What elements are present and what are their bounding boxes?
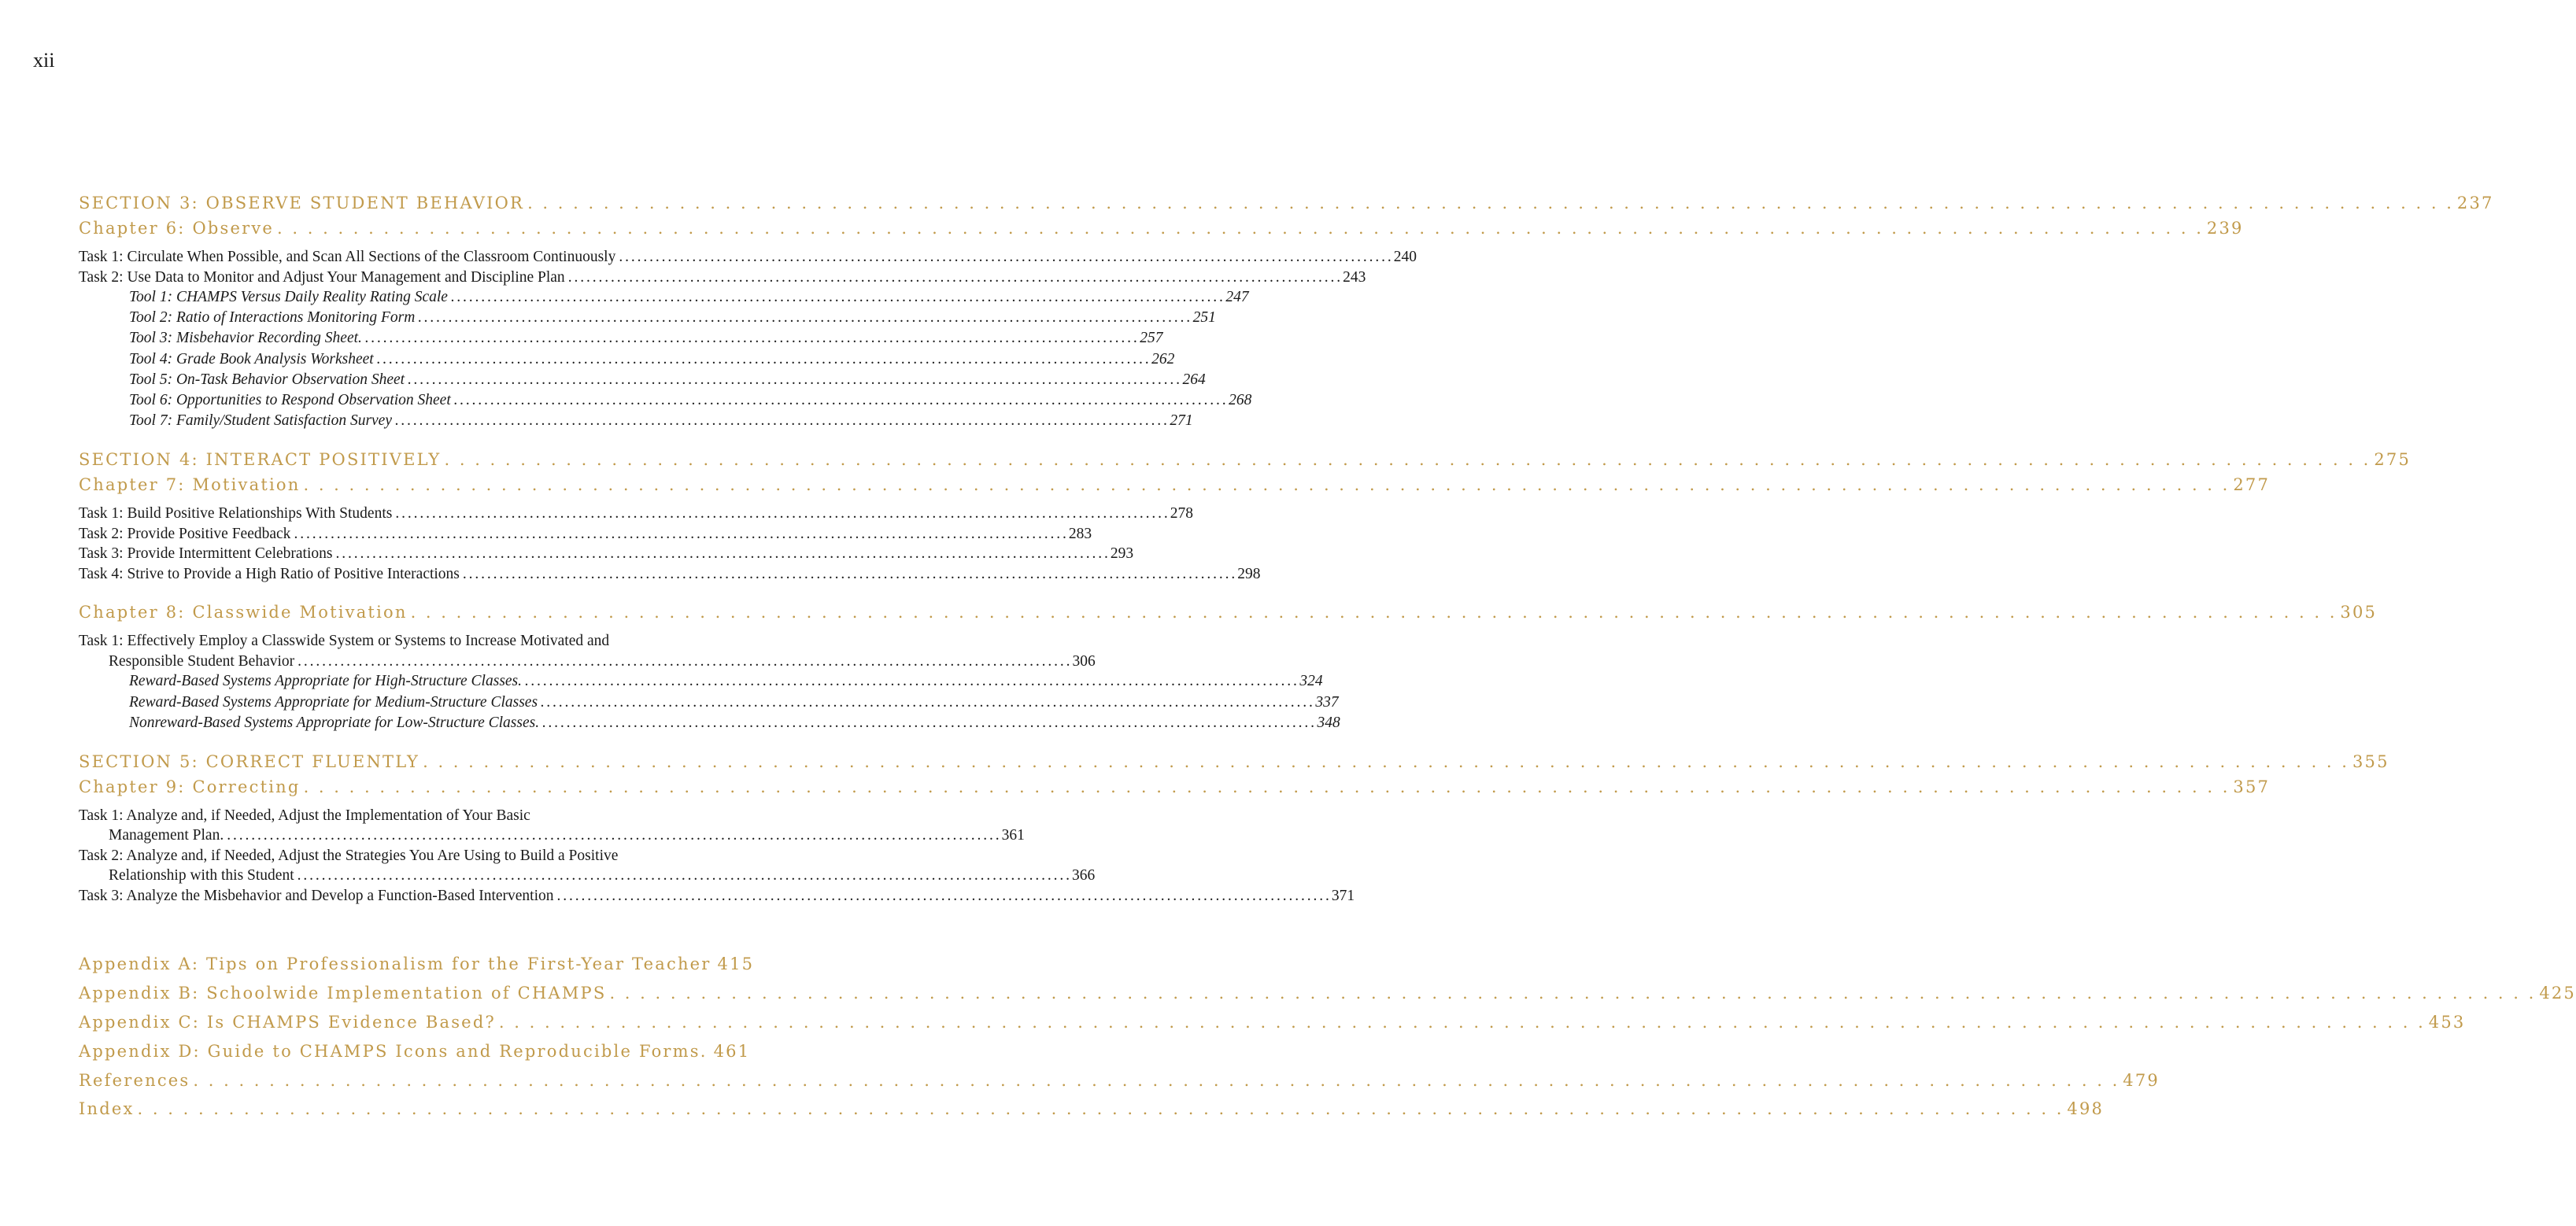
dot-leader xyxy=(294,526,1065,543)
dot-leader xyxy=(568,269,1340,286)
toc-entry-title: Task 2: Analyze and, if Needed, Adjust the Strategies You Are Using to Build a Positive xyxy=(79,847,619,864)
dot-leader xyxy=(411,603,2338,622)
dot-leader xyxy=(527,194,2454,212)
toc-page-number: 283 xyxy=(1068,525,1092,542)
references-entry[interactable] xyxy=(79,1070,2160,1100)
toc-entry-title: Task 3: Analyze the Misbehavior and Develop a Function-Based Intervention xyxy=(79,887,554,904)
toc-entry-title: Tool 7: Family/Student Satisfaction Survey xyxy=(129,412,392,430)
toc-page-number: 243 xyxy=(1343,268,1366,286)
dot-leader xyxy=(365,330,1136,347)
dot-leader xyxy=(138,1099,2064,1118)
toc-page-number: 298 xyxy=(1237,565,1261,582)
toc-task-entry[interactable] xyxy=(79,887,1355,908)
toc-entry-title: Chapter 8: Classwide Motivation xyxy=(79,603,408,622)
toc-task-entry[interactable] xyxy=(79,268,1366,290)
toc-entry-title: Nonreward-Based Systems Appropriate for Low-Structure Classes. xyxy=(129,714,540,731)
toc-task-entry[interactable] xyxy=(79,525,1092,546)
toc-subentry[interactable] xyxy=(79,673,1323,693)
toc-page-number: 361 xyxy=(1001,827,1025,844)
toc-entry-title: Tool 6: Opportunities to Respond Observation Sheet xyxy=(129,391,451,408)
toc-entry-title: Task 2: Provide Positive Feedback xyxy=(79,525,291,542)
page-number: xii xyxy=(33,49,55,72)
appendix-b-entry[interactable] xyxy=(79,984,2576,1013)
toc-tool-entry[interactable] xyxy=(79,289,1249,309)
toc-entry-title: Task 1: Circulate When Possible, and Scan All Sections of the Classroom Continuously xyxy=(79,249,616,265)
toc-entry-title: Task 1: Build Positive Relationships With Students xyxy=(79,505,393,523)
toc-entry-title: Task 4: Strive to Provide a High Ratio of Positive Interactions xyxy=(79,565,460,582)
dot-leader xyxy=(377,351,1148,368)
toc-page-number: 324 xyxy=(1299,673,1323,690)
toc-entry-title: Relationship with this Student xyxy=(109,867,294,884)
toc-entry-title: Index xyxy=(79,1099,135,1119)
appendix-a-entry[interactable] xyxy=(79,955,755,984)
toc-entry-title: Tool 2: Ratio of Interactions Monitoring Form xyxy=(129,309,416,327)
toc-tool-entry[interactable] xyxy=(79,391,1252,412)
toc-entry-title: Tool 3: Misbehavior Recording Sheet. xyxy=(129,330,362,347)
toc-entry-title: Task 1: Effectively Employ a Classwide System or Systems to Increase Motivated and xyxy=(79,633,610,650)
toc-task-entry-line2[interactable] xyxy=(79,827,1025,847)
toc-page-number: 271 xyxy=(1170,412,1193,430)
toc-page-number: 415 xyxy=(717,955,755,974)
toc-entry-title: SECTION 5: CORRECT FLUENTLY xyxy=(79,751,420,771)
toc-task-entry-line2[interactable] xyxy=(79,652,1096,674)
toc-page-number: 366 xyxy=(1072,867,1096,884)
index-entry[interactable] xyxy=(79,1099,2105,1128)
toc-task-entry-line1[interactable] xyxy=(79,807,742,828)
section-3-heading[interactable] xyxy=(79,194,2494,219)
toc-page-number: 479 xyxy=(2123,1070,2160,1090)
dot-leader xyxy=(303,475,2230,494)
toc-page-number: 498 xyxy=(2067,1099,2105,1119)
dot-leader xyxy=(395,412,1166,430)
toc-task-entry[interactable] xyxy=(79,565,1261,586)
toc-task-entry-line2[interactable] xyxy=(79,867,1096,888)
toc-page-number: 262 xyxy=(1151,350,1175,367)
appendix-c-entry[interactable] xyxy=(79,1012,2466,1042)
chapter-6-heading[interactable] xyxy=(79,219,2244,244)
toc-page-number: 293 xyxy=(1110,545,1134,563)
toc-tool-entry[interactable] xyxy=(79,350,1175,371)
dot-leader xyxy=(463,566,1234,583)
dot-leader xyxy=(395,505,1166,523)
toc-page-number: 257 xyxy=(1140,330,1163,347)
dot-leader xyxy=(525,673,1296,690)
toc-entry-title: Task 2: Use Data to Monitor and Adjust Your Management and Discipline Plan xyxy=(79,268,565,286)
toc-entry-title: Management Plan. xyxy=(109,827,224,844)
toc-entry-title: References xyxy=(79,1070,190,1090)
dot-leader xyxy=(408,371,1179,389)
toc-subentry[interactable] xyxy=(79,693,1339,715)
toc-page-number: 305 xyxy=(2340,603,2378,622)
table-of-contents xyxy=(79,194,2576,1128)
dot-leader xyxy=(418,309,1189,327)
toc-entry-title: Appendix D: Guide to CHAMPS Icons and Reproducible Forms. xyxy=(79,1041,708,1061)
toc-page-number: 239 xyxy=(2206,219,2244,238)
toc-entry-title: Appendix C: Is CHAMPS Evidence Based? xyxy=(79,1012,496,1032)
dot-leader xyxy=(557,888,1329,905)
section-5-heading[interactable] xyxy=(79,751,2389,777)
toc-entry-title: SECTION 4: INTERACT POSITIVELY xyxy=(79,450,442,470)
chapter-9-heading[interactable] xyxy=(79,777,2271,803)
section-4-heading[interactable] xyxy=(79,450,2412,475)
dot-leader xyxy=(304,777,2230,796)
toc-page-number: 264 xyxy=(1182,371,1206,388)
toc-page-number: 461 xyxy=(713,1041,751,1061)
toc-task-entry-line1[interactable] xyxy=(79,847,742,868)
toc-task-entry-line1[interactable] xyxy=(79,633,742,653)
dot-leader xyxy=(609,984,2536,1003)
toc-page-number: 277 xyxy=(2233,475,2271,495)
dot-leader xyxy=(454,392,1225,409)
appendix-d-entry[interactable] xyxy=(79,1041,751,1071)
dot-leader xyxy=(335,545,1107,563)
toc-tool-entry[interactable] xyxy=(79,309,1216,330)
toc-task-entry[interactable] xyxy=(79,545,1134,566)
dot-leader xyxy=(423,752,2349,771)
toc-tool-entry[interactable] xyxy=(79,412,1193,433)
toc-entry-title: Appendix B: Schoolwide Implementation of CHAMPS xyxy=(79,984,607,1003)
toc-entry-title: SECTION 3: OBSERVE STUDENT BEHAVIOR xyxy=(79,194,525,212)
toc-page-number: 348 xyxy=(1317,714,1340,731)
dot-leader xyxy=(298,653,1069,670)
toc-entry-title: Task 1: Analyze and, if Needed, Adjust the Implementation of Your Basic xyxy=(79,807,530,824)
toc-page-number: 306 xyxy=(1072,652,1096,670)
toc-entry-title: Chapter 9: Correcting xyxy=(79,777,301,796)
dot-leader xyxy=(451,289,1222,306)
dot-leader xyxy=(619,249,1390,266)
toc-page-number: 278 xyxy=(1170,505,1193,523)
toc-page-number: 371 xyxy=(1331,887,1355,904)
toc-entry-title: Tool 5: On-Task Behavior Observation Sheet xyxy=(129,371,405,388)
dot-leader xyxy=(227,827,998,844)
toc-entry-title: Appendix A: Tips on Professionalism for the First-Year Teacher xyxy=(79,955,711,974)
toc-tool-entry[interactable] xyxy=(79,371,1206,392)
dot-leader xyxy=(499,1013,2426,1032)
toc-subentry[interactable] xyxy=(79,714,1340,735)
chapter-8-heading[interactable] xyxy=(79,603,2378,628)
dot-leader xyxy=(541,694,1312,711)
chapter-7-heading[interactable] xyxy=(79,475,2271,500)
dot-leader xyxy=(445,450,2371,469)
toc-page-number: 237 xyxy=(2456,194,2494,212)
toc-entry-title: Task 3: Provide Intermittent Celebrations xyxy=(79,545,333,563)
toc-entry-title: Chapter 7: Motivation xyxy=(79,475,301,495)
toc-page-number: 247 xyxy=(1225,289,1249,305)
toc-page-number: 425 xyxy=(2539,984,2576,1003)
toc-tool-entry[interactable] xyxy=(79,330,1163,350)
dot-leader xyxy=(277,219,2204,238)
toc-task-entry[interactable] xyxy=(79,505,1193,526)
toc-page-number: 240 xyxy=(1393,249,1417,265)
dot-leader xyxy=(542,715,1314,732)
toc-entry-title: Responsible Student Behavior xyxy=(109,652,295,670)
dot-leader xyxy=(193,1071,2120,1090)
toc-entry-title: Tool 1: CHAMPS Versus Daily Reality Rating Scale xyxy=(129,289,448,305)
toc-page-number: 275 xyxy=(2374,450,2412,470)
toc-entry-title: Tool 4: Grade Book Analysis Worksheet xyxy=(129,350,374,367)
dot-leader xyxy=(298,867,1069,884)
toc-page-number: 355 xyxy=(2352,751,2389,771)
toc-page-number: 357 xyxy=(2233,777,2271,796)
toc-entry-title: Chapter 6: Observe xyxy=(79,219,275,238)
toc-page-number: 268 xyxy=(1229,391,1252,408)
toc-page-number: 337 xyxy=(1315,693,1339,711)
toc-task-entry[interactable] xyxy=(79,249,1417,269)
toc-page-number: 251 xyxy=(1192,309,1216,327)
toc-entry-title: Reward-Based Systems Appropriate for High-Structure Classes. xyxy=(129,673,523,690)
toc-page-number: 453 xyxy=(2428,1012,2466,1032)
toc-entry-title: Reward-Based Systems Appropriate for Medium-Structure Classes xyxy=(129,693,538,711)
